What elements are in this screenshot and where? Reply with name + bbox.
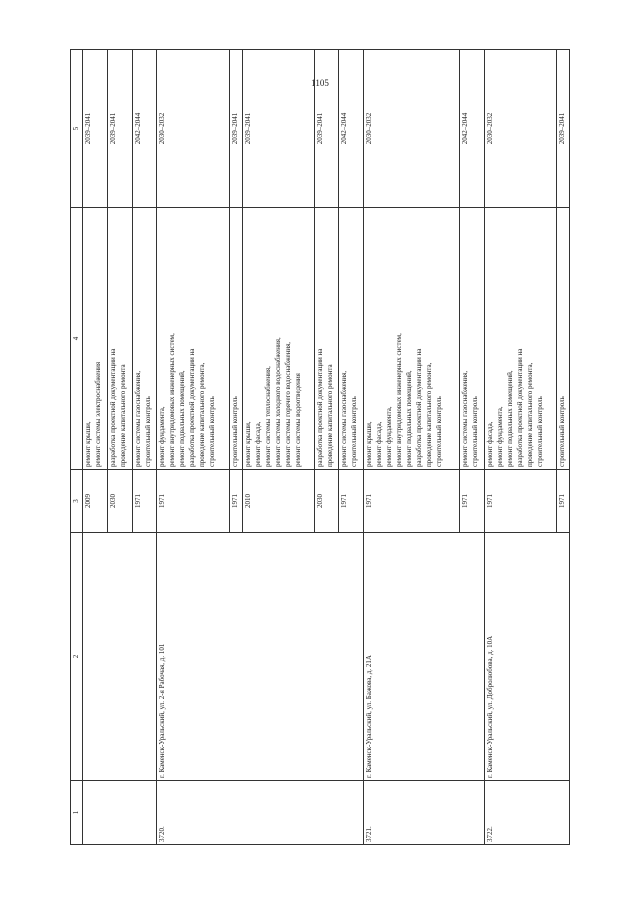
period-cell: 2039–2041 xyxy=(314,50,339,208)
work-type-cell: ремонт системы газоснабжения, строительный контроль xyxy=(459,208,484,470)
work-type-cell: ремонт фасада, ремонт фундамента, ремонт подвальных помещений, разработка проектной документации на проведение капитального ремонта, строительный контроль xyxy=(484,208,556,470)
work-type-cell: ремонт системы газоснабжения, строительный контроль xyxy=(132,208,157,470)
period-cell: 2039–2041 xyxy=(556,50,569,208)
address-cell xyxy=(83,533,157,781)
header-col-1: 1 xyxy=(71,781,83,845)
year-cell: 2009 xyxy=(83,470,108,533)
period-cell: 2042–2044 xyxy=(339,50,364,208)
header-col-4: 4 xyxy=(71,208,83,470)
period-cell: 2030–2032 xyxy=(157,50,229,208)
work-type-cell: разработка проектной документации на проведение капитального ремонта xyxy=(314,208,339,470)
work-type-cell: ремонт системы газоснабжения, строительный контроль xyxy=(339,208,364,470)
year-cell: 1971 xyxy=(339,470,364,533)
table-row xyxy=(364,50,460,845)
header-row xyxy=(71,50,83,845)
year-cell: 1971 xyxy=(459,470,484,533)
period-cell: 2039–2041 xyxy=(229,50,242,208)
year-cell: 1971 xyxy=(157,470,229,533)
table-body xyxy=(83,50,570,845)
work-type-cell: строительный контроль xyxy=(556,208,569,470)
header-col-2: 2 xyxy=(71,533,83,781)
row-number-cell: 3720. xyxy=(157,781,364,845)
row-number-cell: 3722. xyxy=(484,781,569,845)
period-cell: 2042–2044 xyxy=(459,50,484,208)
work-type-cell: ремонт крыши, ремонт системы электроснабжения xyxy=(83,208,108,470)
work-type-cell: ремонт фундамента, ремонт внутридомовых инженерных систем, ремонт подвальных помещений, разработка проектной документации на проведение капитального ремонта, строительный контроль xyxy=(157,208,229,470)
work-type-cell: разработка проектной документации на проведение капитального ремонта xyxy=(107,208,132,470)
work-type-cell: ремонт крыши, ремонт фасада, ремонт системы теплоснабжения, ремонт системы холодного водоснабжения, ремонт системы горячего водоснабжения, ремонт системы водоотведения xyxy=(242,208,314,470)
address-cell: г. Каменск-Уральский, ул. Бажова, д. 21А xyxy=(364,533,485,781)
table-row xyxy=(157,50,229,845)
address-cell: г. Каменск-Уральский, ул. 2-я Рабочая, д. 101 xyxy=(157,533,364,781)
address-cell: г. Каменск-Уральский, ул. Добролюбова, д. 10А xyxy=(484,533,569,781)
table-row xyxy=(83,50,108,845)
year-cell: 2030 xyxy=(107,470,132,533)
period-cell: 2030–2032 xyxy=(364,50,460,208)
year-cell: 2030 xyxy=(314,470,339,533)
work-type-cell: строительный контроль xyxy=(229,208,242,470)
year-cell: 1971 xyxy=(132,470,157,533)
header-col-5: 5 xyxy=(71,50,83,208)
year-cell: 1971 xyxy=(229,470,242,533)
year-cell: 1971 xyxy=(364,470,460,533)
repair-schedule-table xyxy=(70,49,570,845)
period-cell: 2030–2032 xyxy=(484,50,556,208)
period-cell: 2042–2044 xyxy=(132,50,157,208)
year-cell: 2010 xyxy=(242,470,314,533)
row-number-cell xyxy=(83,781,157,845)
rotated-table-frame xyxy=(70,50,570,845)
year-cell: 1971 xyxy=(556,470,569,533)
period-cell: 2039–2041 xyxy=(242,50,314,208)
page-number: 1105 xyxy=(311,78,329,88)
row-number-cell: 3721. xyxy=(364,781,485,845)
year-cell: 1971 xyxy=(484,470,556,533)
period-cell: 2039–2041 xyxy=(83,50,108,208)
header-col-3: 3 xyxy=(71,470,83,533)
work-type-cell: ремонт крыши, ремонт фасада, ремонт фундамента, ремонт внутридомовых инженерных систем, ремонт подвальных помещений, разработка проектной документации на проведение капитального ремонта, строительный контроль xyxy=(364,208,460,470)
table-row xyxy=(484,50,556,845)
period-cell: 2039–2041 xyxy=(107,50,132,208)
